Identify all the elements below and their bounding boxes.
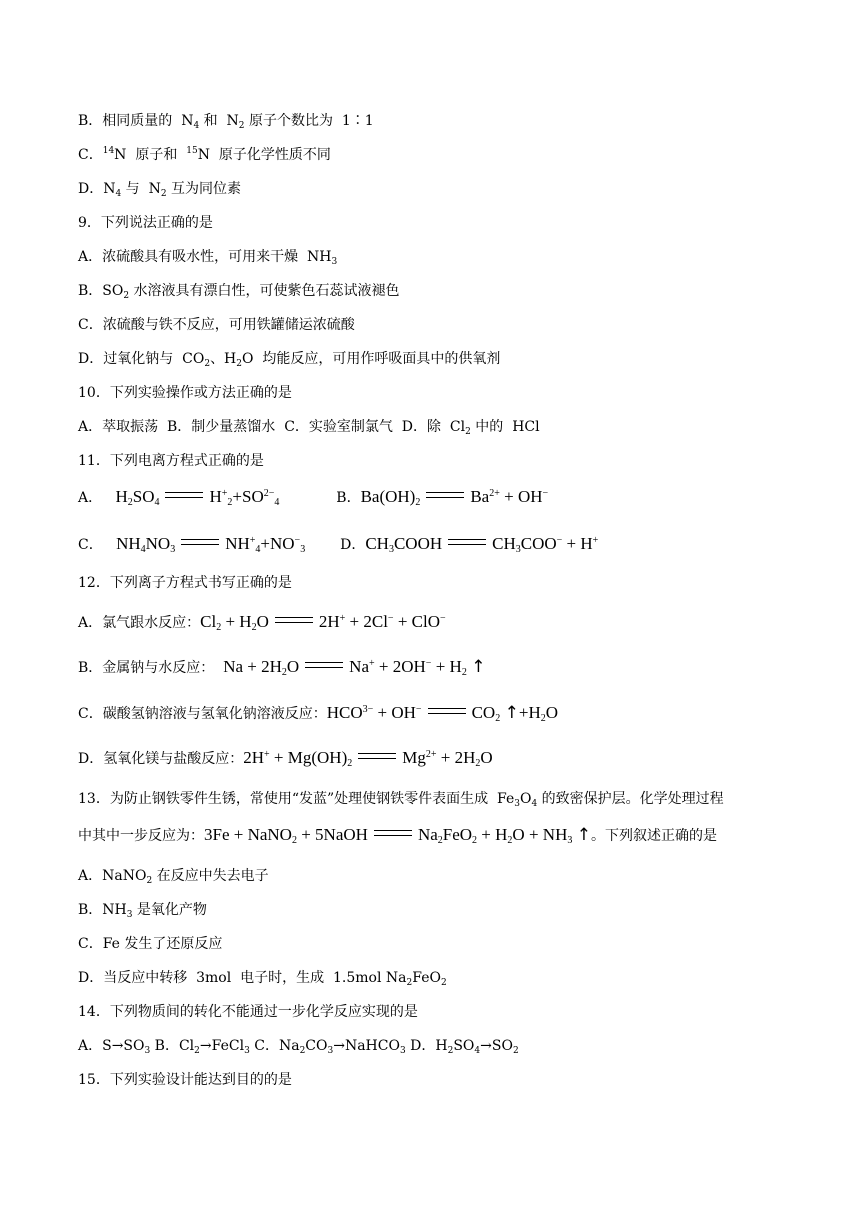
q12-option-d-label: D．氢氧化镁与盐酸反应： bbox=[78, 751, 244, 767]
q13-stem-line-1: 13．为防止钢铁零件生锈，常使用“发蓝”处理使钢铁零件表面生成 $Fe_3O_4$ 的致密保护层。化学处理过程 bbox=[78, 791, 724, 809]
q13-option-d: D．当反应中转移 3mol 电子时，生成 1.5mol $Na_2FeO_2$ bbox=[78, 970, 447, 988]
q12-option-c: C．碳酸氢钠溶液与氢氧化钠溶液反应：$HCO^{3-} + OH^-$ $CO_2$ $↑+H_2O$ bbox=[78, 703, 559, 724]
q10-options: A．萃取振荡 B．制少量蒸馏水 C．实验室制氯气 D．除 $Cl_2$ 中的 HCl bbox=[78, 419, 540, 437]
q9-stem: 9．下列说法正确的是 bbox=[78, 215, 213, 231]
q12-option-d: D．氢氧化镁与盐酸反应：$2H^+ + Mg(OH)_2$ $Mg^{2+} + 2H_2O$ bbox=[78, 748, 493, 769]
q11-option-c: C． $NH_4NO_3$ $NH^+_4+NO^-_3$ bbox=[78, 534, 306, 555]
q8-option-c: C．$^{14}$N 原子和 $^{15}$N 原子化学性质不同 bbox=[78, 146, 331, 163]
q9-option-d: D．过氧化钠与 $CO_2$、$H_2O$ 均能反应，可用作呼吸面具中的供氧剂 bbox=[78, 351, 501, 369]
q9-option-c: C．浓硫酸与铁不反应，可用铁罐储运浓硫酸 bbox=[78, 317, 355, 333]
q13-option-c: C．Fe 发生了还原反应 bbox=[78, 936, 223, 952]
q11-row-2 bbox=[78, 535, 598, 554]
q13-stem-suffix: 。下列叙述正确的是 bbox=[591, 828, 718, 844]
q11-option-a: A． $H_2SO_4$ $H^+_2+SO^{2-}_4$ bbox=[78, 487, 280, 508]
q14-options: A．$S\to SO_3$ B．$Cl_2\to FeCl_3$ C．$Na_2CO_3\to NaHCO_3$ D．$H_2SO_4\to SO_2$ bbox=[78, 1038, 519, 1056]
q13-stem-prefix: 中其中一步反应为： bbox=[78, 828, 204, 844]
q12-option-b: B．金属钠与水反应： $Na + 2H_2O$ $Na^+ + 2OH^- + H_2$ ↑ bbox=[78, 657, 486, 678]
q10-stem: 10．下列实验操作或方法正确的是 bbox=[78, 385, 292, 401]
q12-option-c-label: C．碳酸氢钠溶液与氢氧化钠溶液反应： bbox=[78, 706, 327, 722]
q13-option-b: B．$NH_3$ 是氧化产物 bbox=[78, 902, 207, 920]
q15-stem: 15．下列实验设计能达到目的的是 bbox=[78, 1072, 292, 1088]
q14-stem: 14．下列物质间的转化不能通过一步化学反应实现的是 bbox=[78, 1004, 418, 1020]
q9-option-a: A．浓硫酸具有吸水性，可用来干燥 $NH_3$ bbox=[78, 249, 338, 267]
q11-stem: 11．下列电离方程式正确的是 bbox=[78, 453, 264, 469]
q12-stem: 12．下列离子方程式书写正确的是 bbox=[78, 575, 292, 591]
q9-option-b: B．$SO_2$ 水溶液具有漂白性，可使紫色石蕊试液褪色 bbox=[78, 283, 400, 301]
q12-option-a-label: A．氯气跟水反应： bbox=[78, 615, 201, 631]
q13-option-a: A．NaNO$_2$ 在反应中失去电子 bbox=[78, 868, 269, 886]
q11-row-1 bbox=[78, 488, 548, 507]
q12-option-b-label: B．金属钠与水反应： bbox=[78, 660, 215, 676]
q12-option-a: A．氯气跟水反应：$Cl_2 + H_2O$ 2H+ + 2Cl− + ClO− bbox=[78, 612, 446, 633]
q8-option-b: B．相同质量的 $N_4$ 和 $N_2$ 原子个数比为 1∶1 bbox=[78, 113, 374, 131]
q8-option-d: D．$N_4$ 与 $N_2$ 互为同位素 bbox=[78, 181, 242, 199]
q11-option-d: D．$CH_3COOH$ $CH_3COO^- + H^+$ bbox=[340, 534, 599, 555]
q11-option-b: B．$Ba(OH)_2$ $Ba^{2+} + OH^-$ bbox=[336, 487, 549, 508]
q13-stem-line-2: 中其中一步反应为：3Fe + NaNO$_2$ + 5NaOH $Na_2FeO_2 + H_2O + NH_3$ ↑。下列叙述正确的是 bbox=[78, 825, 718, 846]
